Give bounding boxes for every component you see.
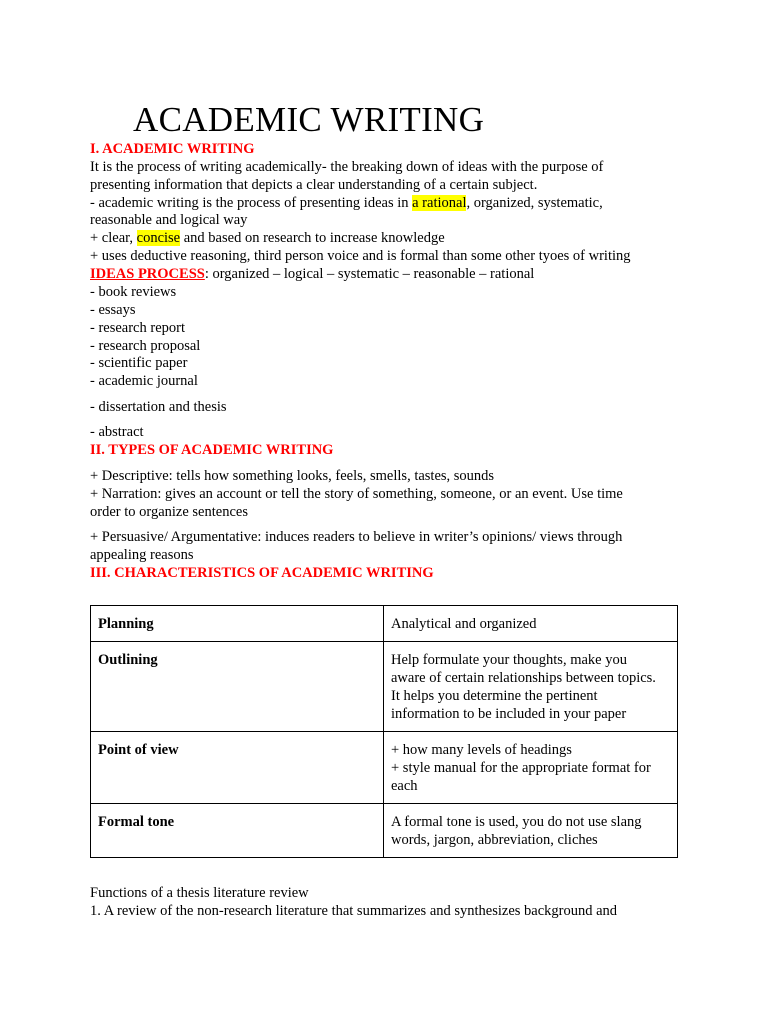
cell-line: A formal tone is used, you do not use slang: [391, 814, 642, 830]
section-heading-academic-writing: I. ACADEMIC WRITING: [90, 141, 255, 157]
table-cell-key: Point of view: [91, 732, 384, 804]
cell-line: information to be included in your paper: [391, 706, 627, 722]
body-line: [90, 194, 603, 212]
list-item: - essays: [90, 302, 136, 318]
body-line: reasonable and logical way: [90, 212, 248, 228]
functions-heading: Functions of a thesis literature review: [90, 885, 309, 901]
highlighted-text: concise: [136, 230, 181, 246]
table-row: [91, 804, 678, 858]
body-line: [90, 229, 445, 247]
list-item: - academic journal: [90, 373, 198, 389]
table-cell-value: [384, 606, 678, 642]
cell-line: Analytical and organized: [391, 616, 537, 632]
list-item: - research report: [90, 320, 185, 336]
body-line: 1. A review of the non-research literature that summarizes and synthesizes background and: [90, 903, 618, 919]
table-cell-key: Planning: [91, 606, 384, 642]
characteristics-table: [90, 605, 678, 858]
text-segment: and based on research to increase knowledge: [180, 230, 445, 246]
body-line: + Persuasive/ Argumentative: induces readers to believe in writer’s opinions/ views through: [90, 529, 623, 545]
cell-line: Help formulate your thoughts, make you: [391, 652, 627, 668]
ideas-process-line: [90, 265, 534, 283]
text-segment: : organized – logical – systematic – reasonable – rational: [204, 266, 535, 282]
cell-line: It helps you determine the pertinent: [391, 688, 598, 704]
document-title: ACADEMIC WRITING: [133, 100, 485, 139]
cell-line: aware of certain relationships between topics.: [391, 670, 656, 686]
list-item: - scientific paper: [90, 355, 188, 371]
table-cell-value: [384, 732, 678, 804]
table-cell-key: Outlining: [91, 642, 384, 732]
body-line: presenting information that depicts a clear understanding of a certain subject.: [90, 177, 538, 193]
table-cell-key: Formal tone: [91, 804, 384, 858]
text-segment: + clear,: [90, 230, 137, 246]
list-item: - book reviews: [90, 284, 177, 300]
ideas-process-label: IDEAS PROCESS: [90, 266, 205, 282]
highlighted-text: a rational: [412, 195, 467, 211]
section-heading-types: II. TYPES OF ACADEMIC WRITING: [90, 442, 334, 458]
section-heading-characteristics: III. CHARACTERISTICS OF ACADEMIC WRITING: [90, 565, 434, 581]
cell-line: + style manual for the appropriate format for: [391, 760, 651, 776]
list-item: - research proposal: [90, 338, 201, 354]
body-line: order to organize sentences: [90, 504, 248, 520]
cell-line: each: [391, 778, 418, 794]
table-row: [91, 642, 678, 732]
list-item: - dissertation and thesis: [90, 399, 227, 415]
text-segment: - academic writing is the process of presenting ideas in: [90, 195, 413, 211]
table-row: [91, 606, 678, 642]
body-line: + Descriptive: tells how something looks, feels, smells, tastes, sounds: [90, 468, 495, 484]
cell-line: + how many levels of headings: [391, 742, 572, 758]
table-row: [91, 732, 678, 804]
list-item: - abstract: [90, 424, 144, 440]
text-segment: , organized, systematic,: [466, 195, 603, 211]
table-cell-value: [384, 804, 678, 858]
body-line: + Narration: gives an account or tell the story of something, someone, or an event. Use time: [90, 486, 623, 502]
cell-line: words, jargon, abbreviation, cliches: [391, 832, 598, 848]
body-line: + uses deductive reasoning, third person voice and is formal than some other tyoes of writing: [90, 248, 631, 264]
body-line: It is the process of writing academically- the breaking down of ideas with the purpose of: [90, 159, 604, 175]
table-cell-value: [384, 642, 678, 732]
body-line: appealing reasons: [90, 547, 194, 563]
